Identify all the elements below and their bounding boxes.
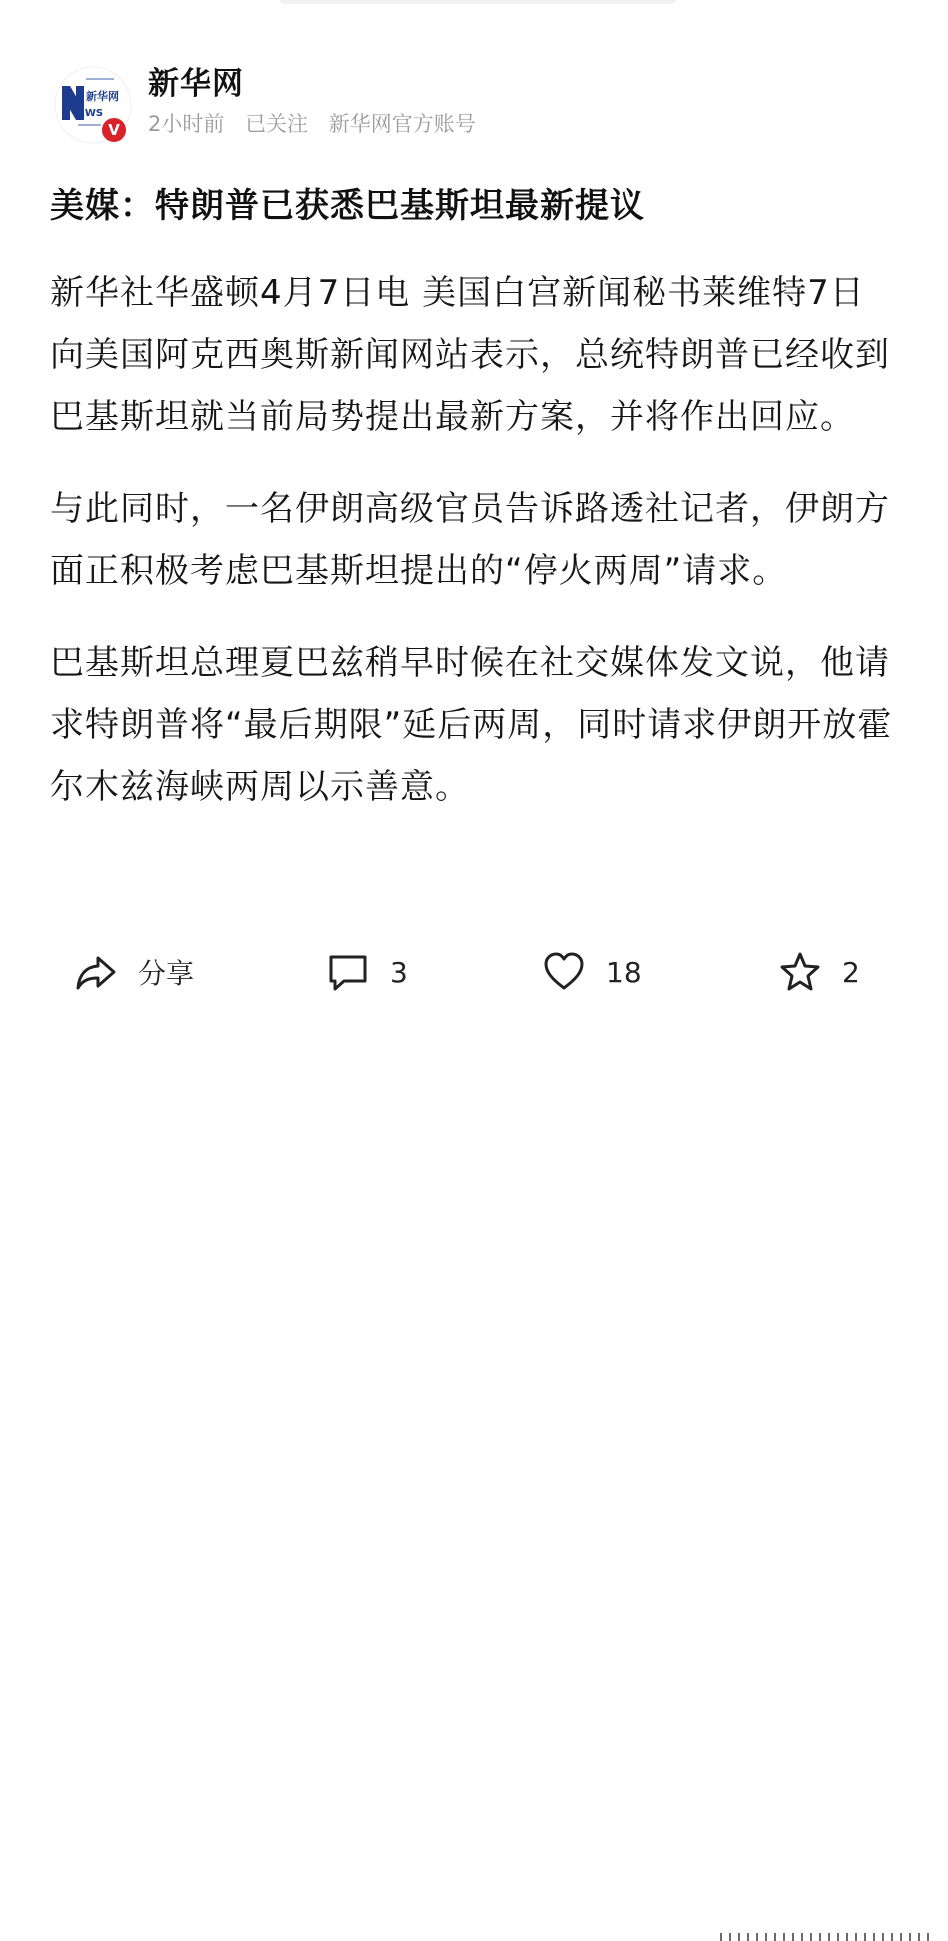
- like-button[interactable]: [542, 940, 642, 1004]
- author-name[interactable]: 新华网: [148, 66, 244, 102]
- favorite-count: 2: [842, 955, 860, 989]
- verified-badge: V: [100, 116, 128, 144]
- favorite-button[interactable]: [778, 940, 860, 1004]
- article-paragraph: 巴基斯坦总理夏巴兹稍早时候在社交媒体发文说，他请求特朗普将“最后期限”延后两周，同时请求伊朗开放霍尔木兹海峡两周以示善意。: [50, 643, 893, 807]
- article-title: 美媒：特朗普已获悉巴基斯坦最新提议: [50, 186, 645, 226]
- author-header: [54, 52, 914, 142]
- share-label: 分享: [138, 957, 195, 990]
- svg-text:EWS: EWS: [78, 108, 104, 119]
- share-button[interactable]: [74, 940, 194, 1004]
- account-type: 新华网官方账号: [328, 112, 476, 136]
- comment-button[interactable]: [326, 940, 408, 1004]
- author-meta: [148, 108, 490, 138]
- article-paragraph: 与此同时，一名伊朗高级官员告诉路透社记者，伊朗方面正积极考虑巴基斯坦提出的“停火两周”请求。: [50, 489, 890, 591]
- top-handle: [278, 0, 678, 4]
- share-icon: [74, 950, 118, 994]
- star-icon: [778, 950, 822, 994]
- article-body: [50, 262, 898, 848]
- overlay-strip: [720, 1933, 930, 1941]
- article-paragraph: 新华社华盛顿4月7日电 美国白宫新闻秘书莱维特7日向美国阿克西奥斯新闻网站表示，总统特朗普已经收到巴基斯坦就当前局势提出最新方案，并将作出回应。: [50, 273, 890, 437]
- heart-icon: [542, 950, 586, 994]
- comment-icon: [326, 950, 370, 994]
- comment-count: 3: [390, 955, 408, 989]
- author-avatar[interactable]: [54, 66, 132, 144]
- follow-status[interactable]: 已关注: [245, 112, 309, 136]
- action-bar: [0, 940, 948, 1004]
- like-count: 18: [606, 955, 642, 989]
- post-time: 2小时前: [148, 112, 225, 136]
- svg-text:新华网: 新华网: [86, 90, 119, 103]
